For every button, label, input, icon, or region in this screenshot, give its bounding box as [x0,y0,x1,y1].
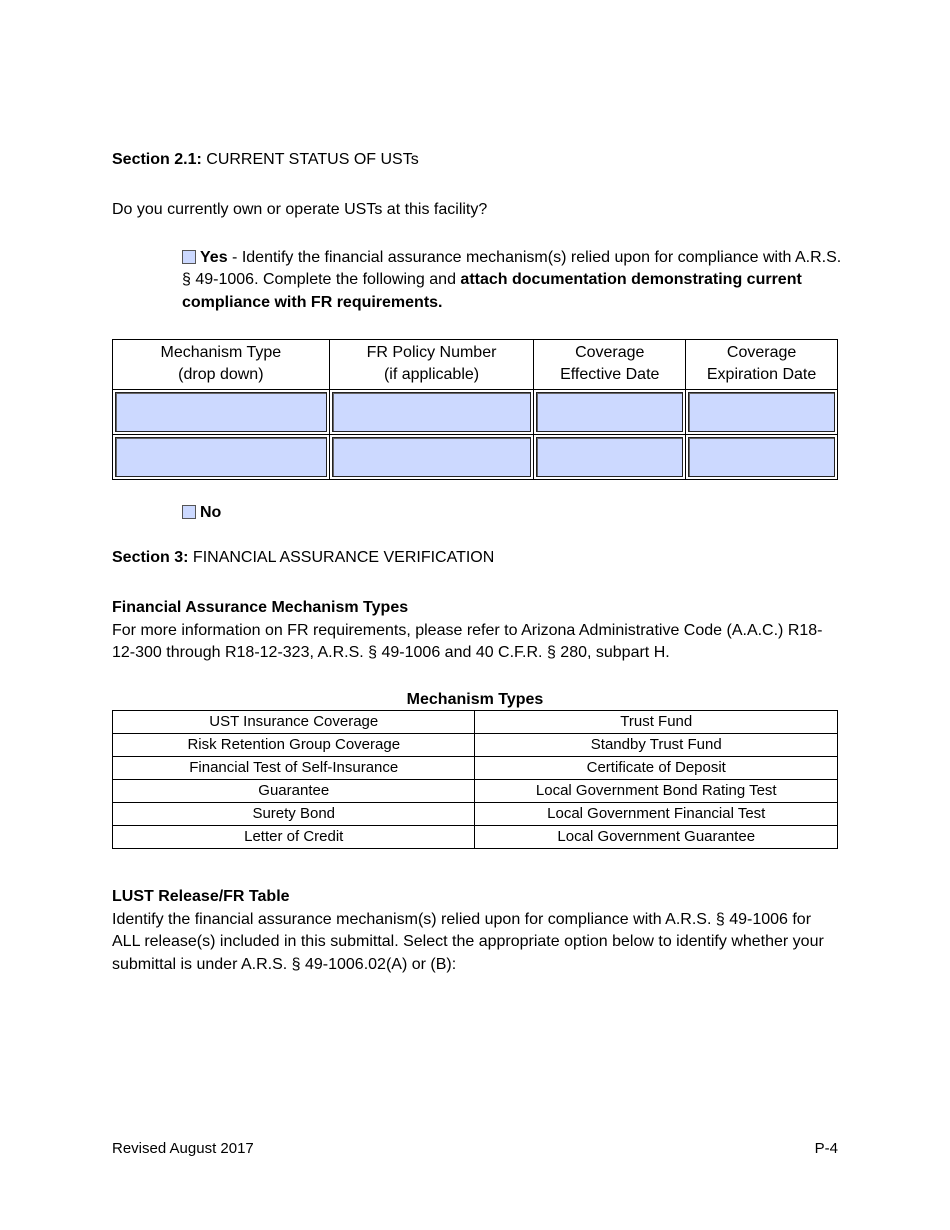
no-label: No [200,504,222,521]
header-mechanism-type: Mechanism Type (drop down) [113,340,330,390]
table-cell: Financial Test of Self-Insurance [113,757,475,780]
header-fr-policy-number: FR Policy Number (if applicable) [329,340,534,390]
lust-paragraph: Identify the financial assurance mechanism(s) relied upon for compliance with A.R.S. § 49-1006 for ALL release(s) included in this submittal. Select the appropriate option below to identify whether your submittal is under A.R.S. § 49-1006.02(A) or (B): [112,911,824,973]
fr-table-row [113,389,838,434]
table-row [113,780,838,803]
mechanism-types-table [112,710,838,849]
mechanism-types-subheading: Financial Assurance Mechanism Types [112,599,409,616]
coverage-expiration-date-field[interactable] [688,437,835,477]
table-cell: Local Government Bond Rating Test [475,780,838,803]
yes-option [182,247,842,314]
section-3-label: Section 3: [112,549,189,566]
mechanism-types-title: Mechanism Types [406,691,544,708]
coverage-effective-date-field[interactable] [536,437,683,477]
coverage-effective-date-field[interactable] [536,392,683,432]
fr-policy-number-field[interactable] [332,392,532,432]
table-cell: Local Government Guarantee [475,826,838,849]
footer-page-number: P-4 [814,1140,838,1157]
yes-description: - Identify the financial assurance mechanism(s) relied upon for compliance with A.R.S. § 49-1006. Complete the following and [182,249,842,289]
table-cell: Risk Retention Group Coverage [113,734,475,757]
table-row [113,711,838,734]
table-row [113,826,838,849]
no-checkbox[interactable] [182,505,196,519]
mechanism-type-dropdown[interactable] [115,392,327,432]
ust-question: Do you currently own or operate USTs at this facility? [112,201,488,218]
table-row [113,757,838,780]
fr-info-paragraph: For more information on FR requirements, please refer to Arizona Administrative Code (A.A.C.) R18-12-300 through R18-12-323, A.R.S. § 49-1006 and 40 C.F.R. § 280, subpart H. [112,622,823,662]
fr-mechanism-table [112,339,838,480]
coverage-expiration-date-field[interactable] [688,392,835,432]
section-2-1-title: CURRENT STATUS OF USTs [206,151,419,168]
table-cell: Local Government Financial Test [475,803,838,826]
yes-label: Yes [200,249,228,266]
fr-table-header-row [113,340,838,390]
table-cell: Surety Bond [113,803,475,826]
fr-policy-number-field[interactable] [332,437,532,477]
fr-table-row [113,434,838,479]
table-cell: Guarantee [113,780,475,803]
table-cell: Letter of Credit [113,826,475,849]
yes-checkbox[interactable] [182,250,196,264]
table-cell: UST Insurance Coverage [113,711,475,734]
table-cell: Standby Trust Fund [475,734,838,757]
header-coverage-expiration-date: Coverage Expiration Date [686,340,838,390]
table-cell: Certificate of Deposit [475,757,838,780]
table-row [113,803,838,826]
section-2-1-label: Section 2.1: [112,151,202,168]
mechanism-type-dropdown[interactable] [115,437,327,477]
table-row [113,734,838,757]
lust-heading: LUST Release/FR Table [112,888,290,905]
yes-attach-note: attach documentation demonstrating current compliance with FR requirements. [182,271,802,311]
section-2-1-heading [112,149,419,171]
table-cell: Trust Fund [475,711,838,734]
section-3-title: FINANCIAL ASSURANCE VERIFICATION [192,549,495,566]
no-option [182,502,221,524]
footer-revised: Revised August 2017 [112,1140,254,1157]
header-coverage-effective-date: Coverage Effective Date [534,340,686,390]
section-3-heading [112,547,494,569]
